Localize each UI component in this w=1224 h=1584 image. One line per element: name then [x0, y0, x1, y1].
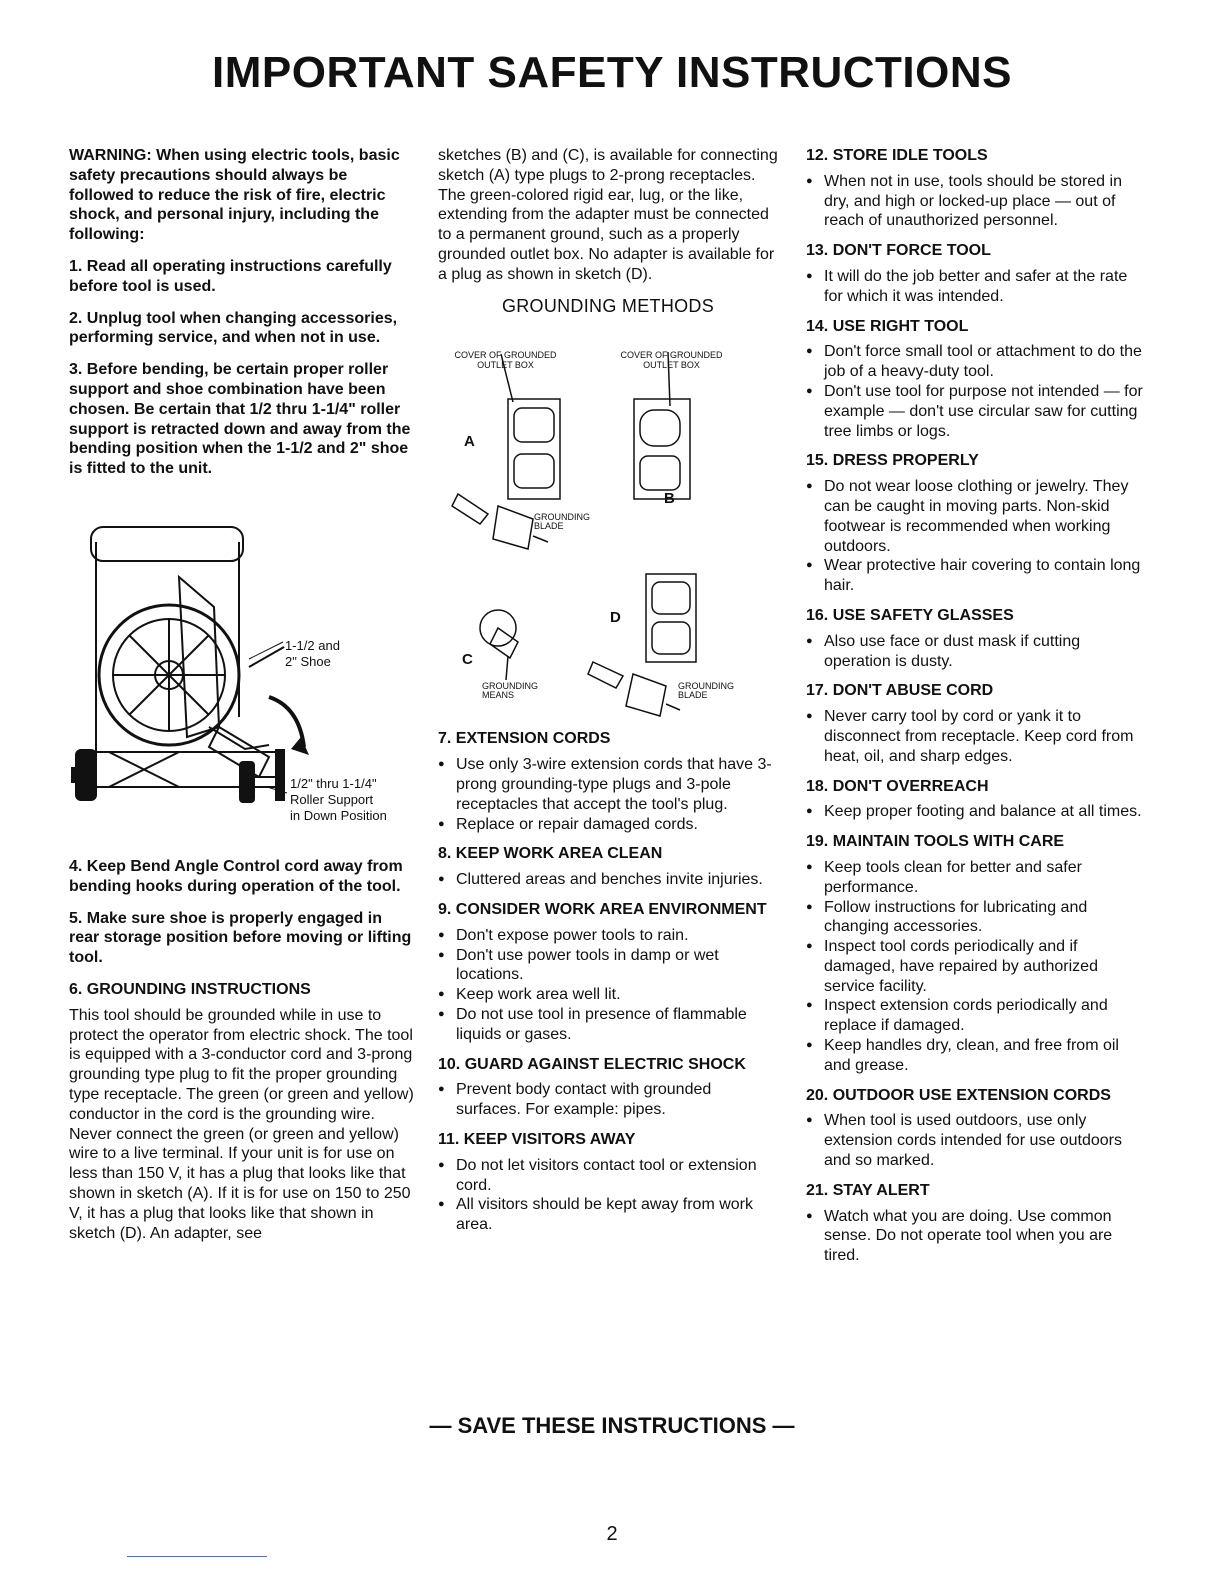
list-item: ● Do not use tool in presence of flammable liquids or gases.	[438, 1005, 778, 1045]
section-13-list	[806, 267, 1146, 307]
grounding-means-label-b: MEANS	[482, 690, 515, 701]
section-8-heading: 8. KEEP WORK AREA CLEAN	[438, 845, 663, 863]
instruction-1: 1. Read all operating instructions carefully before tool is used.	[69, 257, 392, 295]
grounding-means-label-a: GROUNDING	[482, 681, 538, 692]
sketch-label-b: B	[664, 490, 675, 508]
section-9-list	[438, 926, 778, 1045]
section-14-list	[806, 342, 1146, 441]
list-item: ● Wear protective hair covering to contain long hair.	[806, 556, 1146, 596]
grounding-methods-figure	[438, 324, 778, 729]
section-16-heading: 16. USE SAFETY GLASSES	[806, 606, 1014, 624]
column-2	[438, 146, 778, 1245]
list-item: ● Do not let visitors contact tool or extension cord.	[438, 1156, 778, 1196]
section-15-list	[806, 477, 1146, 596]
list-item: ● Don't use tool for purpose not intended — for example — don't use circular saw for cutting tree limbs or logs.	[806, 382, 1146, 441]
section-19-list	[806, 858, 1146, 1076]
section-8-list	[438, 870, 778, 890]
page-title: IMPORTANT SAFETY INSTRUCTIONS	[212, 48, 1012, 97]
pipe-bender-figure	[69, 487, 414, 857]
list-item: ● Prevent body contact with grounded surfaces. For example: pipes.	[438, 1080, 778, 1120]
list-item: ● Replace or repair damaged cords.	[438, 815, 778, 835]
list-item: ● Inspect extension cords periodically and replace if damaged.	[806, 996, 1146, 1036]
grounding-methods-heading: GROUNDING METHODS	[501, 295, 715, 316]
instruction-3: 3. Before bending, be certain proper roller support and shoe combination have been chosen. Be certain that 1/2 thru 1-1/4" roller support is retracted down and away from the bending position when the 1-1/2 and 2" shoe is fitted to the unit.	[69, 361, 411, 478]
section-10-heading: 10. GUARD AGAINST ELECTRIC SHOCK	[438, 1055, 746, 1073]
cover-label-right-1: COVER OF GROUNDED	[620, 350, 723, 361]
grounding-blade-label-2b: BLADE	[678, 690, 708, 701]
column-1	[69, 146, 414, 1255]
roller-label-3: in Down Position	[290, 807, 387, 823]
list-item: ● Never carry tool by cord or yank it to disconnect from receptacle. Keep cord from heat, oil, and sharp edges.	[806, 707, 1146, 766]
grounding-blade-label-1a: GROUNDING	[534, 512, 590, 523]
list-item: ● It will do the job better and safer at the rate for which it was intended.	[806, 267, 1146, 307]
section-7-list	[438, 755, 778, 834]
section-12-heading: 12. STORE IDLE TOOLS	[806, 147, 988, 164]
section-20-list	[806, 1111, 1146, 1170]
list-item: ● Don't force small tool or attachment to do the job of a heavy-duty tool.	[806, 342, 1146, 382]
grounding-instructions-text: This tool should be grounded while in use to protect the operator from electric shock. The tool is equipped with a 3-conductor cord and 3-prong grounding type plug to fit the proper grounding type receptacle. The green (or green and yellow) conductor in the cord is the grounding wire. Never connect the green (or green and yellow) wire to a live terminal. If your unit is for use on less than 150 V, it has a plug that looks like that shown in sketch (A). If it is for use on 150 to 250 V, it has a plug that looks like that shown in sketch (D). An adapter, see	[69, 1006, 414, 1242]
list-item: ● Keep handles dry, clean, and free from oil and grease.	[806, 1036, 1146, 1076]
sketch-label-c: C	[462, 651, 473, 669]
list-item: ● All visitors should be kept away from work area.	[438, 1195, 778, 1235]
list-item: ● Don't expose power tools to rain.	[438, 926, 778, 946]
column-3	[806, 146, 1146, 1276]
section-18-list	[806, 802, 1146, 822]
section-20-heading: 20. OUTDOOR USE EXTENSION CORDS	[806, 1086, 1111, 1104]
grounding-continued-text: sketches (B) and (C), is available for connecting sketch (A) type plugs to 2-prong receptacles. The green-colored rigid ear, lug, or the like, extending from the adapter must be connected to a permanent ground, such as a properly grounded outlet box. No adapter is available for a plug as shown in sketch (D).	[438, 147, 778, 283]
section-11-heading: 11. KEEP VISITORS AWAY	[438, 1130, 636, 1148]
section-21-heading: 21. STAY ALERT	[806, 1181, 930, 1199]
grounding-instructions-heading: 6. GROUNDING INSTRUCTIONS	[69, 980, 311, 998]
instruction-4: 4. Keep Bend Angle Control cord away from bending hooks during operation of the tool.	[69, 857, 403, 895]
section-7-heading: 7. EXTENSION CORDS	[438, 730, 611, 748]
sketch-label-d: D	[610, 609, 621, 627]
instruction-5: 5. Make sure shoe is properly engaged in rear storage position before moving or lifting tool.	[69, 909, 412, 967]
list-item: ● Don't use power tools in damp or wet locations.	[438, 946, 778, 986]
section-17-list	[806, 707, 1146, 766]
sketch-label-a: A	[464, 433, 475, 451]
instruction-2: 2. Unplug tool when changing accessories, performing service, and when not in use.	[69, 309, 398, 347]
footer-rule	[127, 1556, 267, 1557]
cover-label-left-2: OUTLET BOX	[477, 360, 534, 371]
list-item: ● Do not wear loose clothing or jewelry. They can be caught in moving parts. Non-skid footwear is recommended when working outdoors.	[806, 477, 1146, 556]
section-21-list	[806, 1207, 1146, 1266]
section-10-list	[438, 1080, 778, 1120]
list-item: ● When not in use, tools should be stored in dry, and high or locked-up place — out of reach of unauthorized personnel.	[806, 172, 1146, 231]
list-item: ● Keep work area well lit.	[438, 985, 778, 1005]
grounding-blade-label-1b: BLADE	[534, 521, 564, 532]
list-item: ● Keep proper footing and balance at all times.	[806, 802, 1146, 822]
section-9-heading: 9. CONSIDER WORK AREA ENVIRONMENT	[438, 900, 767, 918]
section-11-list	[438, 1156, 778, 1235]
roller-label-2: Roller Support	[290, 791, 374, 807]
save-instructions-banner: — SAVE THESE INSTRUCTIONS —	[429, 1413, 795, 1438]
section-16-list	[806, 632, 1146, 672]
section-13-heading: 13. DON'T FORCE TOOL	[806, 242, 991, 260]
list-item: ● Also use face or dust mask if cutting operation is dusty.	[806, 632, 1146, 672]
shoe-label-1: 1-1/2 and	[285, 637, 340, 653]
section-15-heading: 15. DRESS PROPERLY	[806, 452, 979, 470]
roller-label-1: 1/2" thru 1-1/4"	[290, 775, 377, 791]
list-item: ● Follow instructions for lubricating and changing accessories.	[806, 898, 1146, 938]
section-14-heading: 14. USE RIGHT TOOL	[806, 317, 969, 335]
cover-label-left-1: COVER OF GROUNDED	[454, 350, 557, 361]
section-19-heading: 19. MAINTAIN TOOLS WITH CARE	[806, 833, 1065, 851]
page-number: 2	[606, 1523, 618, 1545]
grounding-methods-drawing	[438, 324, 778, 729]
warning-text: WARNING: When using electric tools, basic safety precautions should always be followed to reduce the risk of fire, electric shock, and personal injury, including the following:	[69, 147, 400, 244]
grounding-blade-label-2a: GROUNDING	[678, 681, 734, 692]
list-item: ● Keep tools clean for better and safer performance.	[806, 858, 1146, 898]
cover-label-right-2: OUTLET BOX	[643, 360, 700, 371]
shoe-label-2: 2" Shoe	[285, 653, 331, 669]
section-12-list	[806, 172, 1146, 231]
list-item: ● Cluttered areas and benches invite injuries.	[438, 870, 778, 890]
section-18-heading: 18. DON'T OVERREACH	[806, 777, 989, 795]
list-item: ● Use only 3-wire extension cords that have 3-prong grounding-type plugs and 3-pole receptacles that accept the tool's plug.	[438, 755, 778, 814]
list-item: ● When tool is used outdoors, use only extension cords intended for use outdoors and so marked.	[806, 1111, 1146, 1170]
list-item: ● Inspect tool cords periodically and if damaged, have repaired by authorized service facility.	[806, 937, 1146, 996]
list-item: ● Watch what you are doing. Use common sense. Do not operate tool when you are tired.	[806, 1207, 1146, 1266]
section-17-heading: 17. DON'T ABUSE CORD	[806, 682, 994, 700]
